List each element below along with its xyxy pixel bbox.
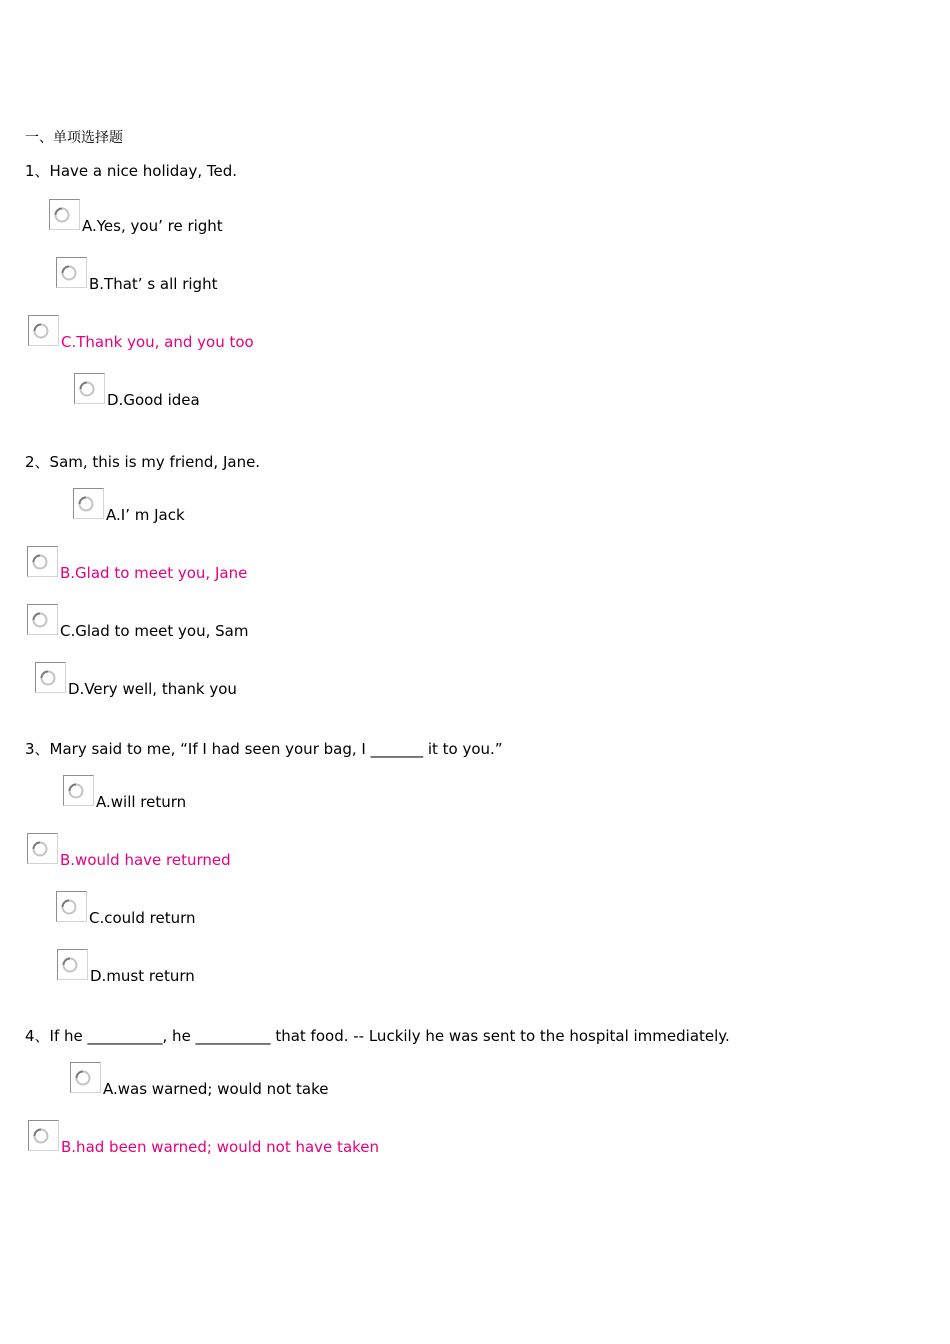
question-3-text: 3、Mary said to me, “If I had seen your bag, I _______ it to you.” <box>25 740 503 758</box>
option-checkbox[interactable] <box>63 775 94 806</box>
section-title: 一、单项选择题 <box>25 130 123 146</box>
option-label-correct: B.Glad to meet you, Jane <box>60 564 248 582</box>
option-checkbox[interactable] <box>35 662 66 693</box>
loading-spinner-icon <box>32 322 50 340</box>
loading-spinner-icon <box>61 956 79 974</box>
loading-spinner-icon <box>74 1069 92 1087</box>
option-checkbox[interactable] <box>56 891 87 922</box>
loading-spinner-icon <box>78 380 96 398</box>
loading-spinner-icon <box>67 782 85 800</box>
option-checkbox[interactable] <box>73 488 104 519</box>
loading-spinner-icon <box>77 495 95 513</box>
option-label-correct: B.had been warned; would not have taken <box>61 1138 380 1156</box>
option-label: C.could return <box>89 909 196 927</box>
option-checkbox[interactable] <box>28 315 59 346</box>
option-checkbox[interactable] <box>27 546 58 577</box>
option-label: B.That’ s all right <box>89 275 218 293</box>
question-1-text: 1、Have a nice holiday, Ted. <box>25 162 238 180</box>
option-label-correct: C.Thank you, and you too <box>61 333 254 351</box>
option-label: A.Yes, you’ re right <box>82 217 223 235</box>
loading-spinner-icon <box>53 206 71 224</box>
option-checkbox[interactable] <box>27 833 58 864</box>
option-checkbox[interactable] <box>28 1120 59 1151</box>
option-checkbox[interactable] <box>56 257 87 288</box>
option-label: D.must return <box>90 967 195 985</box>
question-2-text: 2、Sam, this is my friend, Jane. <box>25 453 261 471</box>
option-checkbox[interactable] <box>49 199 80 230</box>
loading-spinner-icon <box>32 1127 50 1145</box>
option-label: A.will return <box>96 793 187 811</box>
question-4-text: 4、If he __________, he __________ that food. -- Luckily he was sent to the hospital immediately. <box>25 1027 730 1045</box>
loading-spinner-icon <box>31 611 49 629</box>
option-label: D.Good idea <box>107 391 200 409</box>
option-label-correct: B.would have returned <box>60 851 231 869</box>
option-checkbox[interactable] <box>57 949 88 980</box>
option-checkbox[interactable] <box>70 1062 101 1093</box>
option-label: A.I’ m Jack <box>106 506 185 524</box>
loading-spinner-icon <box>60 264 78 282</box>
option-label: C.Glad to meet you, Sam <box>60 622 249 640</box>
option-label: D.Very well, thank you <box>68 680 237 698</box>
loading-spinner-icon <box>31 840 49 858</box>
loading-spinner-icon <box>60 898 78 916</box>
option-label: A.was warned; would not take <box>103 1080 329 1098</box>
option-checkbox[interactable] <box>74 373 105 404</box>
loading-spinner-icon <box>31 553 49 571</box>
loading-spinner-icon <box>39 669 57 687</box>
option-checkbox[interactable] <box>27 604 58 635</box>
